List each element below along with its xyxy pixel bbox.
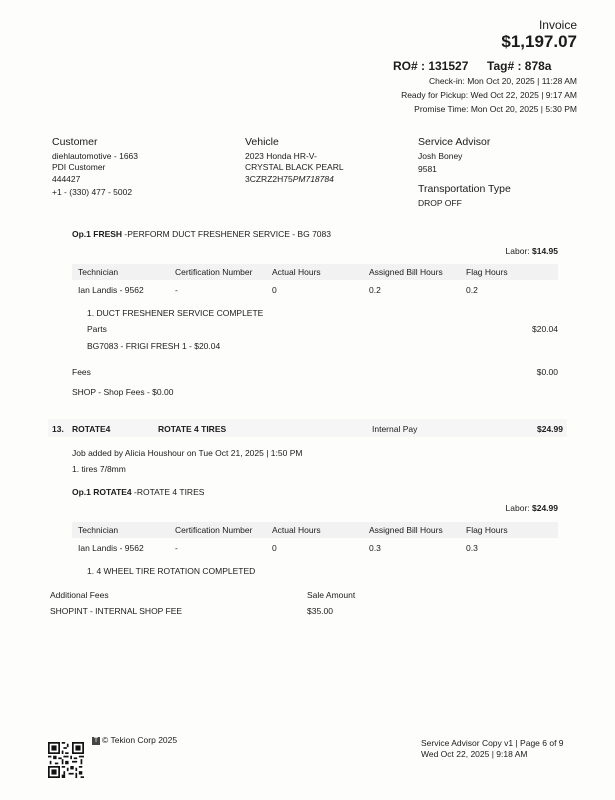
job13-added: Job added by Alicia Houshour on Tue Oct 21, 2025 | 1:50 PM: [72, 448, 303, 458]
op1-col-actual: Actual Hours: [272, 267, 321, 277]
vehicle-color: CRYSTAL BLACK PEARL: [245, 162, 344, 172]
op1-actual: 0: [272, 285, 277, 295]
job13-cert: -: [175, 543, 178, 553]
job13-number: 13.: [52, 424, 64, 434]
op1-fee-line: SHOP - Shop Fees - $0.00: [72, 387, 174, 397]
job13-code: ROTATE4: [72, 424, 111, 434]
op1-cert: -: [175, 285, 178, 295]
job13-actual: 0: [272, 543, 277, 553]
op1-flag: 0.2: [466, 285, 478, 295]
copyright: [92, 735, 177, 745]
job13-op-title: [72, 487, 204, 497]
promise-time: Promise Time: Mon Oct 20, 2025 | 5:30 PM: [414, 104, 577, 114]
customer-phone: +1 - (330) 477 - 5002: [52, 187, 133, 197]
op1-col-technician: Technician: [78, 267, 119, 277]
customer-id: 444427: [52, 174, 81, 184]
job13-op-desc: -ROTATE 4 TIRES: [131, 487, 205, 497]
op1-col-flag: Flag Hours: [466, 267, 508, 277]
customer-heading: Customer: [52, 136, 98, 148]
sale-amount-heading: Sale Amount: [307, 590, 356, 600]
op1-parts-label: Parts: [87, 324, 107, 334]
copy-info: Service Advisor Copy v1 | Page 6 of 9: [421, 738, 564, 748]
job13-pay-type: Internal Pay: [372, 424, 418, 434]
copyright-text: © Tekion Corp 2025: [102, 735, 178, 745]
op1-part-line: BG7083 - FRIGI FRESH 1 - $20.04: [87, 341, 221, 351]
checkin-time: Check-in: Mon Oct 20, 2025 | 11:28 AM: [428, 76, 577, 86]
op1-desc: -PERFORM DUCT FRESHENER SERVICE - BG 7083: [122, 229, 331, 239]
op1-assigned: 0.2: [369, 285, 381, 295]
transport-heading: Transportation Type: [418, 183, 511, 195]
job13-story: 1. 4 WHEEL TIRE ROTATION COMPLETED: [87, 566, 256, 576]
advisor-id: 9581: [418, 164, 437, 174]
advisor-heading: Service Advisor: [418, 136, 491, 148]
additional-fee-amount: $35.00: [307, 606, 333, 616]
job13-col-cert: Certification Number: [175, 525, 253, 535]
op1-labor-value: $14.95: [532, 246, 558, 256]
op1-story: 1. DUCT FRESHENER SERVICE COMPLETE: [87, 308, 264, 318]
customer-name: diehlautomotive - 1663: [52, 151, 139, 161]
ready-time: Ready for Pickup: Wed Oct 22, 2025 | 9:17 AM: [401, 90, 577, 100]
job13-col-assigned: Assigned Bill Hours: [369, 525, 443, 535]
job13-labor: [506, 503, 558, 513]
invoice-total: $1,197.07: [501, 32, 577, 51]
additional-fee-name: SHOPINT - INTERNAL SHOP FEE: [50, 606, 183, 616]
vin-prefix: 3CZRZ2H75: [245, 174, 293, 184]
vehicle-vin: [245, 174, 334, 184]
op1-parts-total: $20.04: [532, 324, 558, 334]
job13-header-bar: [48, 419, 567, 437]
customer-type: PDI Customer: [52, 162, 106, 172]
op1-title: [72, 229, 331, 239]
op1-col-assigned: Assigned Bill Hours: [369, 267, 443, 277]
op1-labor: [506, 246, 558, 256]
job13-amount: $24.99: [537, 424, 563, 434]
tag-number: Tag# : 878a: [487, 59, 552, 73]
job13-assigned: 0.3: [369, 543, 381, 553]
print-time: Wed Oct 22, 2025 | 9:18 AM: [421, 749, 528, 759]
ro-number: RO# : 131527: [393, 59, 469, 73]
job13-technician: Ian Landis - 9562: [78, 543, 144, 553]
job13-note: 1. tires 7/8mm: [72, 464, 126, 474]
job13-op-code: Op.1 ROTATE4: [72, 487, 132, 497]
transport-value: DROP OFF: [418, 198, 462, 208]
job13-col-actual: Actual Hours: [272, 525, 321, 535]
job13-name: ROTATE 4 TIRES: [158, 424, 227, 434]
vin-suffix: PM718784: [292, 174, 334, 184]
job13-labor-label: Labor:: [505, 503, 532, 513]
invoice-title: Invoice: [538, 18, 577, 32]
op1-technician: Ian Landis - 9562: [78, 285, 144, 295]
job13-labor-value: $24.99: [532, 503, 558, 513]
vehicle-model: 2023 Honda HR-V-: [245, 151, 317, 161]
job13-col-technician: Technician: [78, 525, 119, 535]
advisor-name: Josh Boney: [418, 151, 463, 161]
op1-fees-label: Fees: [72, 367, 91, 377]
op1-col-cert: Certification Number: [175, 267, 253, 277]
qr-code: [48, 742, 84, 778]
op1-code: Op.1 FRESH: [72, 229, 123, 239]
tekion-logo-icon: T: [93, 736, 99, 744]
op1-fees-total: $0.00: [536, 367, 558, 377]
additional-fees-heading: Additional Fees: [50, 590, 109, 600]
op1-labor-label: Labor:: [505, 246, 532, 256]
job13-col-flag: Flag Hours: [466, 525, 508, 535]
vehicle-heading: Vehicle: [245, 136, 279, 148]
job13-flag: 0.3: [466, 543, 478, 553]
